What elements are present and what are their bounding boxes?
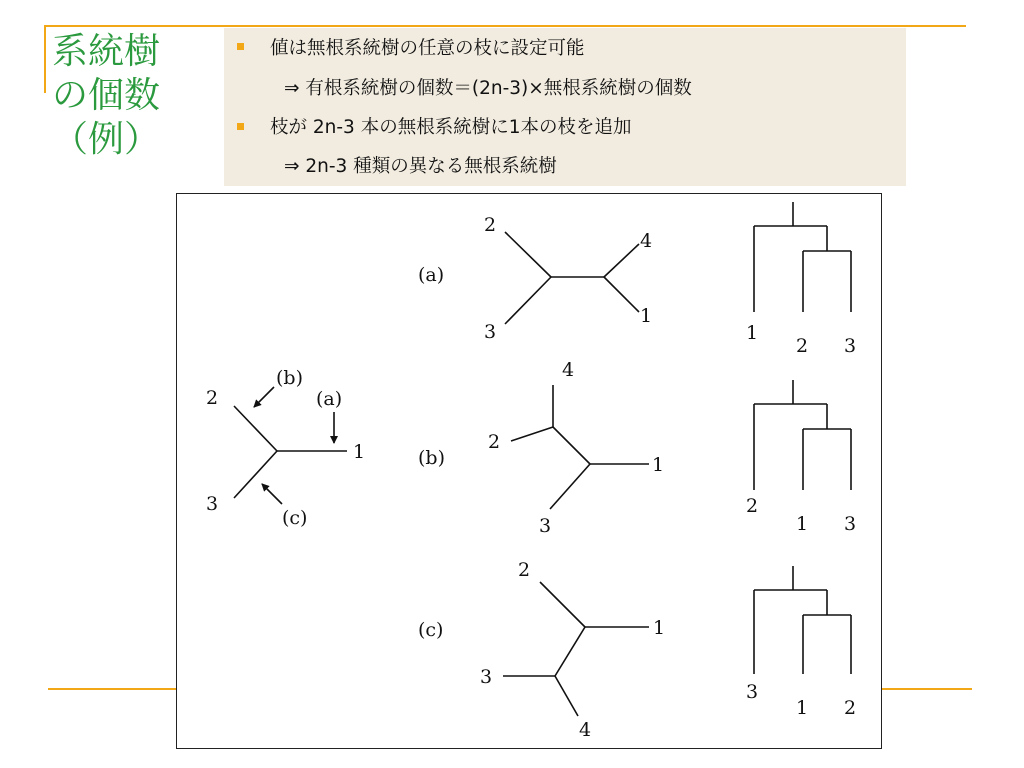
insertion-label-b: (b) xyxy=(276,367,303,389)
leaf-label: 1 xyxy=(796,697,809,719)
top-rule xyxy=(44,25,966,27)
bullet-1: 値は無根系統樹の任意の枝に設定可能 xyxy=(270,38,585,59)
tree-label-a: (a) xyxy=(418,264,445,286)
leaf-label: 3 xyxy=(746,681,759,703)
base-leaf-label: 3 xyxy=(206,493,219,515)
arrow-c xyxy=(262,484,282,504)
rooted-tree-2 xyxy=(754,380,851,490)
unrooted-tree-b xyxy=(511,385,649,509)
leaf-label: 1 xyxy=(652,454,665,476)
leaf-label: 1 xyxy=(653,617,666,639)
bullet-2: 枝が 2n-3 本の無根系統樹に1本の枝を追加 xyxy=(270,117,632,138)
leaf-label: 4 xyxy=(640,230,653,252)
leaf-label: 2 xyxy=(796,335,809,357)
leaf-label: 2 xyxy=(488,431,501,453)
leaf-label: 1 xyxy=(796,513,809,535)
tree-figure-svg xyxy=(177,194,881,748)
leaf-label: 4 xyxy=(562,359,575,381)
unrooted-tree-c xyxy=(503,582,649,716)
bottom-rule-right xyxy=(882,688,972,690)
leaf-label: 3 xyxy=(844,513,857,535)
leaf-label: 1 xyxy=(746,322,759,344)
insertion-label-c: (c) xyxy=(282,507,308,529)
title-accent-bar xyxy=(44,25,46,93)
base-leaf-label: 1 xyxy=(353,441,366,463)
unrooted-tree-a xyxy=(505,232,639,324)
slide-title: 系統樹 の個数 （例） xyxy=(52,31,161,160)
leaf-label: 2 xyxy=(844,697,857,719)
tree-figure xyxy=(176,193,882,749)
leaf-label: 2 xyxy=(484,214,497,236)
base-leaf-label: 2 xyxy=(206,387,219,409)
tree-label-c: (c) xyxy=(418,619,444,641)
arrow-b xyxy=(254,387,274,407)
bullet-1-sub: ⇒ 有根系統樹の個数＝(2n-3)×無根系統樹の個数 xyxy=(284,78,692,99)
bullet-panel xyxy=(224,28,906,186)
leaf-label: 2 xyxy=(746,495,759,517)
rooted-tree-3 xyxy=(754,566,851,674)
leaf-label: 3 xyxy=(539,515,552,537)
leaf-label: 4 xyxy=(579,719,592,741)
leaf-label: 3 xyxy=(480,666,493,688)
bullet-marker xyxy=(237,43,244,50)
bullet-2-sub: ⇒ 2n-3 種類の異なる無根系統樹 xyxy=(284,156,557,177)
insertion-label-a: (a) xyxy=(316,388,343,410)
bullet-marker xyxy=(237,123,244,130)
leaf-label: 2 xyxy=(518,559,531,581)
tree-label-b: (b) xyxy=(418,447,445,469)
bottom-rule-left xyxy=(48,688,176,690)
leaf-label: 1 xyxy=(640,305,653,327)
leaf-label: 3 xyxy=(484,321,497,343)
leaf-label: 3 xyxy=(844,335,857,357)
rooted-tree-1 xyxy=(754,202,851,312)
